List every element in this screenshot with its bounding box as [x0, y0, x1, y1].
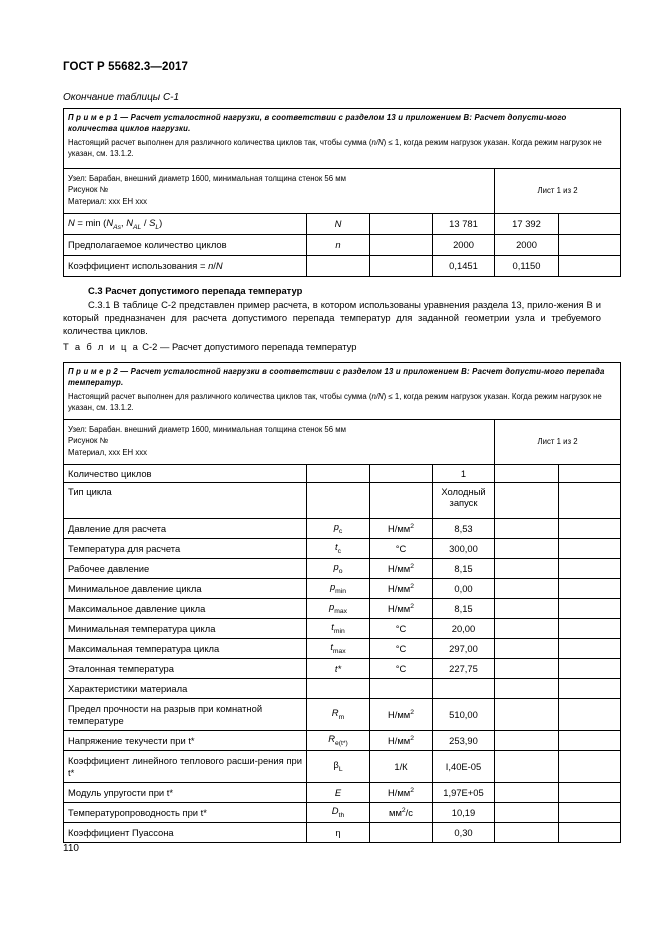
row-symbol: $p_c$: [307, 519, 370, 539]
row-value: 10,19: [433, 803, 495, 823]
table-row: [64, 256, 621, 277]
table-row: [64, 731, 621, 751]
row-unit: [370, 483, 433, 519]
table-row: [64, 803, 621, 823]
row-name: Максимальная температура цикла: [64, 639, 307, 659]
row-unit: $Н/мм^2$: [370, 783, 433, 803]
row-empty: [495, 679, 559, 699]
figure-line: Рисунок №: [68, 185, 108, 195]
table-row: [64, 783, 621, 803]
sheet-number: Лист 1 из 2: [495, 420, 621, 465]
material-line: Материал: ххх ЕН ххх: [68, 196, 148, 206]
row-value: 300,00: [433, 539, 495, 559]
table2-caption: Т а б л и ц а С-2 — Расчет допустимого перепада температур: [63, 341, 357, 352]
row-symbol: n: [307, 235, 370, 256]
row-value-2: 0,1150: [495, 256, 559, 277]
table-c2: [63, 362, 621, 843]
row-name: Температура для расчета: [64, 539, 307, 559]
row-empty: [495, 659, 559, 679]
row-unit: °С: [370, 539, 433, 559]
row-name: Давление для расчета: [64, 519, 307, 539]
row-name: Коэффициент Пуассона: [64, 823, 307, 843]
row-empty: [495, 783, 559, 803]
row-unit: $мм^2/с$: [370, 803, 433, 823]
row-name: Напряжение текучести при t*: [64, 731, 307, 751]
table-row: [64, 483, 621, 519]
row-name: Коэффициент линейного теплового расши-рения при t*: [64, 751, 307, 783]
row-name: Минимальная температура цикла: [64, 619, 307, 639]
row-empty: [559, 823, 621, 843]
row-value-1: 2000: [433, 235, 495, 256]
row-unit: °С: [370, 659, 433, 679]
table-row: [64, 639, 621, 659]
row-value: 297,00: [433, 639, 495, 659]
row-unit: $Н/мм^2$: [370, 579, 433, 599]
row-value-1: 13 781: [433, 214, 495, 235]
row-value: 0,30: [433, 823, 495, 843]
example1-title: П р и м е р 1 — Расчет усталостной нагрузки, в соответствии с разделом 13 и приложением В: Расчет допусти-мого количества циклов нагрузки.: [68, 113, 567, 134]
table-row: [64, 619, 621, 639]
row-unit: $Н/мм^2$: [370, 599, 433, 619]
row-value: 1,97E+05: [433, 783, 495, 803]
row-unit: [370, 465, 433, 483]
row-unit: $Н/мм^2$: [370, 731, 433, 751]
row-name: Температуропроводность при t*: [64, 803, 307, 823]
row-symbol: N: [307, 214, 370, 235]
row-value: 20,00: [433, 619, 495, 639]
row-empty: [559, 639, 621, 659]
row-empty: [559, 599, 621, 619]
row-empty: [495, 731, 559, 751]
row-name: Предел прочности на разрыв при комнатной температуре: [64, 699, 307, 731]
row-unit: [370, 256, 433, 277]
row-symbol: $t_{min}$: [307, 619, 370, 639]
row-symbol: $p_{max}$: [307, 599, 370, 619]
row-empty: [559, 803, 621, 823]
row-value: 510,00: [433, 699, 495, 731]
table-row: [64, 751, 621, 783]
page-number: 110: [63, 843, 79, 854]
table-row: [64, 235, 621, 256]
row-symbol: $t_c$: [307, 539, 370, 559]
example2-cell: [64, 363, 621, 420]
row-empty: [495, 465, 559, 483]
section-heading: С.3 Расчет допустимого перепада температур: [88, 285, 303, 296]
example2-note: Настоящий расчет выполнен для различного количества циклов так, чтобы сумма (n/N) ≤ 1, когда режим нагрузок указан. Когда режим нагрузок не указан, см. 13.1.2.: [68, 391, 602, 412]
row-value: 253,90: [433, 731, 495, 751]
row-symbol: η: [307, 823, 370, 843]
row-symbol: $p_{min}$: [307, 579, 370, 599]
row-unit: [370, 235, 433, 256]
section-paragraph: С.3.1 В таблице С-2 представлен пример расчета, в котором использованы уравнения раздела 13, прило-жения В и который предназначен для расчета допустимого перепада температур для заданной геометрии узла и требуемого количества циклов.: [63, 299, 601, 336]
row-symbol: [307, 256, 370, 277]
table-row: [64, 659, 621, 679]
row-empty: [559, 235, 621, 256]
row-symbol: $p_o$: [307, 559, 370, 579]
row-name: Минимальное давление цикла: [64, 579, 307, 599]
row-symbol: $\beta_L$: [307, 751, 370, 783]
row-value: 227,75: [433, 659, 495, 679]
node-line: Узел: Барабан. внешний диаметр 1600, минимальная толщина стенок 56 мм: [68, 425, 346, 434]
row-unit: $Н/мм^2$: [370, 699, 433, 731]
table-row: [64, 579, 621, 599]
sheet-number: Лист 1 из 2: [495, 169, 621, 214]
row-empty: [559, 731, 621, 751]
row-empty: [559, 783, 621, 803]
row-empty: [559, 699, 621, 731]
row-symbol: [307, 483, 370, 519]
row-empty: [559, 256, 621, 277]
row-empty: [559, 659, 621, 679]
row-unit: $Н/мм^2$: [370, 559, 433, 579]
table-row: [64, 539, 621, 559]
row-value-2: 17 392: [495, 214, 559, 235]
row-empty: [559, 519, 621, 539]
row-empty: [559, 539, 621, 559]
row-unit: °С: [370, 639, 433, 659]
row-value: 0,00: [433, 579, 495, 599]
table-row: [64, 599, 621, 619]
row-value: 1: [433, 465, 495, 483]
table-row: [64, 823, 621, 843]
row-value: I,40E-05: [433, 751, 495, 783]
row-empty: [495, 639, 559, 659]
row-unit: [370, 679, 433, 699]
row-unit: $Н/мм^2$: [370, 519, 433, 539]
node-info-cell: [64, 420, 495, 465]
row-value: 8,15: [433, 559, 495, 579]
row-symbol: [307, 465, 370, 483]
row-symbol: E: [307, 783, 370, 803]
row-empty: [559, 619, 621, 639]
row-empty: [559, 559, 621, 579]
row-name: Тип цикла: [64, 483, 307, 519]
row-value: 8,53: [433, 519, 495, 539]
material-line: Материал, ххх ЕН ххх: [68, 447, 148, 457]
row-empty: [495, 579, 559, 599]
row-value: [433, 679, 495, 699]
row-empty: [559, 579, 621, 599]
row-symbol: $D_{th}$: [307, 803, 370, 823]
row-empty: [495, 483, 559, 519]
table1-caption: Окончание таблицы С-1: [63, 92, 180, 103]
row-unit: 1/К: [370, 751, 433, 783]
row-symbol: $R_{e(t*)}$: [307, 731, 370, 751]
row-empty: [495, 699, 559, 731]
row-value: Холодный запуск: [433, 483, 495, 519]
row-empty: [495, 619, 559, 639]
row-name: $N = \min (N_{As}$, $N_{AL} / S_L$): [64, 214, 307, 235]
example2-title: П р и м е р 2 — Расчет усталостной нагрузки в соответствии с разделом 13 и приложением В: Расчет допусти-мого перепада температур.: [68, 367, 605, 388]
row-unit: [370, 823, 433, 843]
row-symbol: t*: [307, 659, 370, 679]
row-empty: [495, 599, 559, 619]
table-row: [64, 679, 621, 699]
row-name: Максимальное давление цикла: [64, 599, 307, 619]
table-row: [64, 559, 621, 579]
row-name: Предполагаемое количество циклов: [64, 235, 307, 256]
row-name: Модуль упругости при t*: [64, 783, 307, 803]
row-name: Эталонная температура: [64, 659, 307, 679]
row-symbol: [307, 679, 370, 699]
row-value: 8,15: [433, 599, 495, 619]
row-name: Рабочее давление: [64, 559, 307, 579]
row-empty: [495, 559, 559, 579]
document-header: ГОСТ Р 55682.3—2017: [63, 61, 188, 73]
row-empty: [495, 751, 559, 783]
row-symbol: $R_m$: [307, 699, 370, 731]
row-name: Характеристики материала: [64, 679, 307, 699]
row-empty: [495, 823, 559, 843]
row-empty: [495, 539, 559, 559]
table-row: [64, 214, 621, 235]
row-symbol: $t_{max}$: [307, 639, 370, 659]
row-unit: °С: [370, 619, 433, 639]
row-value-2: 2000: [495, 235, 559, 256]
row-empty: [559, 679, 621, 699]
row-unit: [370, 214, 433, 235]
row-name: Коэффициент использования = n/N: [64, 256, 307, 277]
node-line: Узел: Барабан, внешний диаметр 1600, минимальная толщина стенок 56 мм: [68, 174, 346, 183]
figure-line: Рисунок №: [68, 436, 108, 446]
table-row: [64, 699, 621, 731]
row-empty: [559, 483, 621, 519]
row-empty: [495, 803, 559, 823]
row-empty: [495, 519, 559, 539]
example1-note: Настоящий расчет выполнен для различного количества циклов так, чтобы сумма (n/N) ≤ 1, когда режим нагрузок указан. Когда режим нагрузок не указан, см. 13.1.2.: [68, 137, 602, 158]
row-empty: [559, 214, 621, 235]
table-row: [64, 519, 621, 539]
row-empty: [559, 751, 621, 783]
node-info-cell: [64, 169, 495, 214]
row-value-1: 0,1451: [433, 256, 495, 277]
row-name: Количество циклов: [64, 465, 307, 483]
table-row: [64, 465, 621, 483]
table-c1: [63, 108, 621, 277]
row-empty: [559, 465, 621, 483]
example1-cell: [64, 109, 621, 169]
